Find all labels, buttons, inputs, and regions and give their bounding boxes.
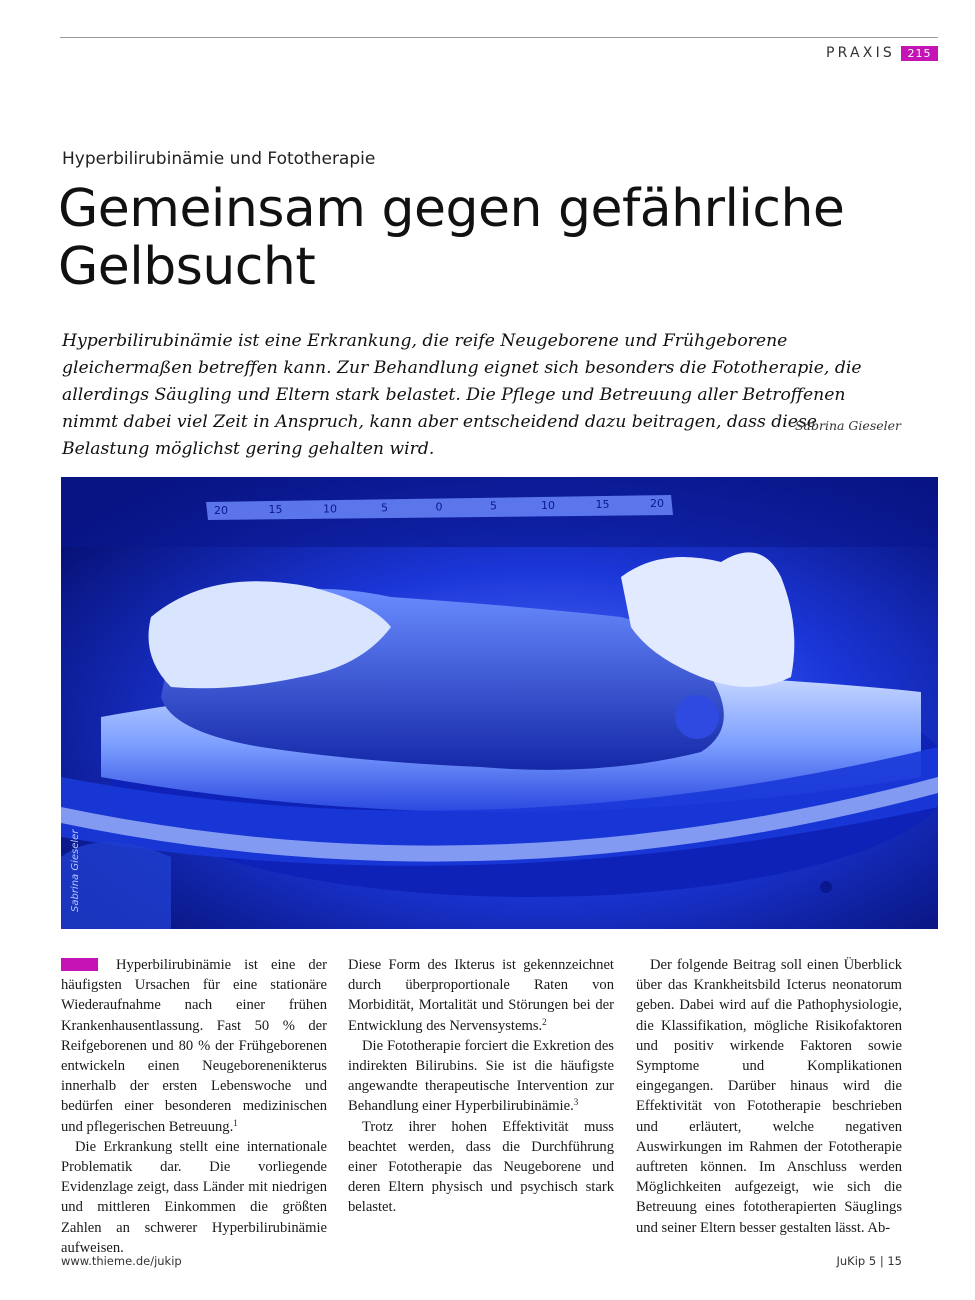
scale-label: 5 [381, 501, 388, 515]
scale-label: 10 [323, 502, 337, 516]
paragraph-text: Diese Form des Ikterus ist gekennzeichnet durch überproportionale Raten von Morbidität, Mortalität und Störungen bei der Entwicklung des Nervensystems. [348, 957, 614, 1034]
page-number-badge: 215 [901, 46, 938, 61]
paragraph: Die Erkrankung stellt eine internationale Problematik dar. Die vorliegende Evidenzlage zeigt, dass Länder mit niedrigen und mittleren Einkommen die größten Zahlen an schwerer Hyperbilirubinämie aufweisen. [61, 1138, 327, 1256]
scale-label: 15 [595, 497, 610, 511]
photo-credit: Sabrina Gieseler [70, 829, 81, 912]
paragraph-text: Die Fototherapie forciert die Exkretion des indirekten Bilirubins. Sie ist die häufigste angewandte therapeutische Intervention zur Behandlung einer Hyperbilirubinämie. [348, 1037, 614, 1115]
footer-url[interactable]: www.thieme.de/jukip [61, 1254, 182, 1268]
scale-label: 10 [541, 498, 555, 512]
footer-issue: JuKip 5 | 15 [836, 1254, 902, 1268]
footnote-ref[interactable]: 1 [233, 1117, 238, 1128]
paragraph [61, 955, 327, 1137]
photo-illustration [61, 477, 938, 929]
phototherapy-photo [61, 477, 938, 929]
article-headline [58, 180, 938, 296]
paragraph [348, 1036, 614, 1117]
scale-label: 20 [214, 504, 228, 517]
header-rule [60, 37, 938, 38]
paragraph [348, 955, 614, 1036]
body-column-2 [348, 955, 614, 1218]
footnote-ref[interactable]: 3 [573, 1097, 579, 1108]
footnote-ref[interactable]: 2 [542, 1016, 547, 1027]
scale-label: 0 [435, 500, 443, 514]
scale-label: 5 [490, 499, 497, 513]
headline-line-2: Gelbsucht [58, 237, 316, 297]
article-kicker: Hyperbilirubinämie und Fototherapie [62, 149, 376, 169]
article-author: Sabrina Gieseler [794, 418, 901, 433]
body-column-1 [61, 955, 327, 1258]
headline-line-1: Gemeinsam gegen gefährliche [58, 179, 845, 239]
scale-label: 15 [268, 503, 283, 517]
body-column-3 [636, 955, 902, 1238]
section-label: PRAXIS [826, 45, 895, 61]
paragraph: Trotz ihrer hohen Effektivität muss beachtet werden, dass die Durchführung einer Fototherapie das Neugeborene und deren Eltern physisch und psychisch stark belastet. [348, 1118, 614, 1216]
article-lead: Hyperbilirubinämie ist eine Erkrankung, die reife Neugeborene und Frühgeborene gleichermaßen betreffen kann. Zur Behandlung eignet sich besonders die Fototherapie, die allerdings Säugling und Eltern stark belastet. Die Pflege und Betreuung aller Betroffenen nimmt dabei viel Zeit in Anspruch, kann aber entscheidend dazu beitragen, dass diese Belastung möglichst gering gehalten wird. [62, 331, 862, 459]
paragraph: Der folgende Beitrag soll einen Überblick über das Krankheitsbild Icterus neonatorum geben. Dabei wird auf die Pathophysiologie, die Klassifikation, mögliche Risikofaktoren und positiv wirkende Faktoren sowie Symptome und Komplikationen eingegangen. Darüber hinaus wird die Effektivität von Fototherapie beschrieben und erläutert, welche negativen Auswirkungen im Rahmen der Fototherapie auftreten können. Im Anschluss werden Möglichkeiten aufgezeigt, wie sich die Betreuung eines fototherapierten Säuglings und seiner Eltern besser gestalten lässt. Ab- [636, 957, 902, 1236]
paragraph-text: Hyperbilirubinämie ist eine der häufigsten Ursachen für eine stationäre Wiederaufnahme nach einer frühen Krankenhausentlassung. Fast 50 % der Reifgeborenen und 80 % der Frühgeborenen entwickeln einen Neugeborenenikterus innerhalb der ersten Lebenswoche und bedürfen einer besonderen medizinischen und pflegerischen Betreuung. [61, 957, 327, 1135]
scale-label: 20 [650, 497, 664, 510]
